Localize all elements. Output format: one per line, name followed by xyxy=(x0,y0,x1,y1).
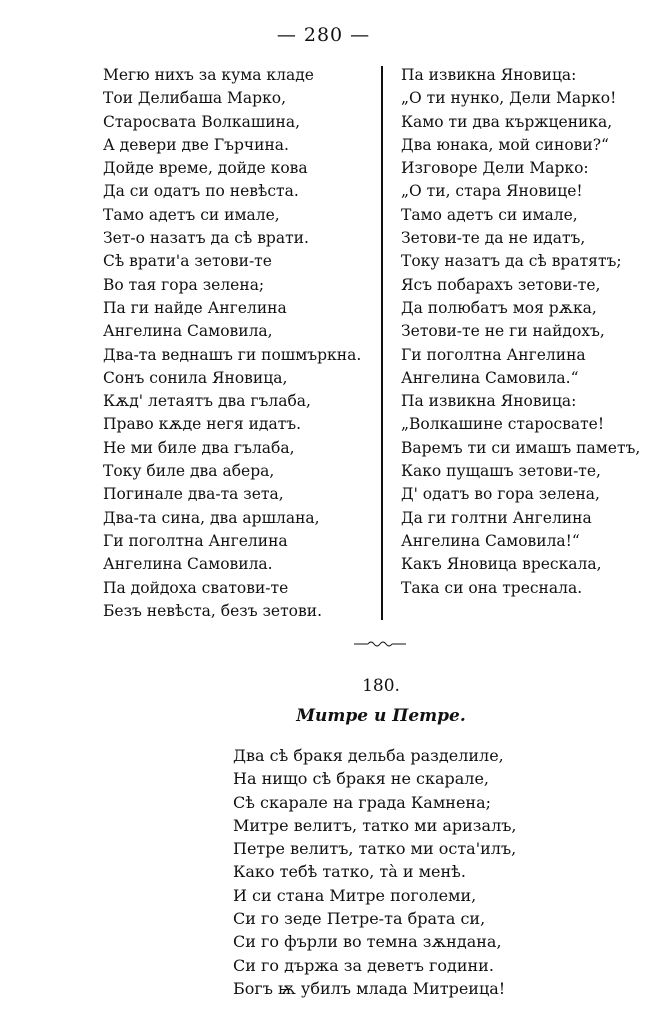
verse-line: Да ги голтни Ангелина xyxy=(401,508,592,527)
verse-line: Ги поголтна Ангелина xyxy=(103,531,288,550)
poem-number: 180. xyxy=(362,676,400,696)
ornament-divider xyxy=(354,640,406,648)
verse-line: „Волкашине старосвате! xyxy=(401,415,605,434)
verse-line: Камо ти два кържценика, xyxy=(401,112,613,131)
verse-line: Току назатъ да сѣ вратятъ; xyxy=(401,252,622,271)
verse-line: Дойде време, дойде кова xyxy=(103,159,308,178)
verse-line: А девери две Гърчина. xyxy=(103,135,289,154)
verse-line: Во тая гора зелена; xyxy=(103,275,265,294)
verse-line: Кѫд' летаятъ два гълаба, xyxy=(103,392,311,411)
verse-line: Да си одатъ по невѣста. xyxy=(103,182,299,201)
verse-line: На нищо сѣ бракя не скарале, xyxy=(233,769,490,789)
verse-line: Така си она треснала. xyxy=(401,578,583,597)
verse-line: Богъ ѭ убилъ млада Митреица! xyxy=(233,978,506,998)
verse-line: И си стана Митре поголеми, xyxy=(233,885,477,905)
verse-line: „О ти нунко, Дели Марко! xyxy=(401,89,617,108)
verse-line: Д' одатъ во гора зелена, xyxy=(401,485,600,504)
verse-line: Си го държа за деветъ години. xyxy=(233,955,494,975)
verse-line: Току биле два абера, xyxy=(103,462,275,481)
verse-line: Безъ невѣста, безъ зетови. xyxy=(103,601,322,620)
verse-line: Два-та сина, два аршлана, xyxy=(103,508,320,527)
verse-line: Варемъ ти си имашъ паметъ, xyxy=(401,438,641,457)
verse-line: Како пущашъ зетови-те, xyxy=(401,462,601,481)
column-divider xyxy=(381,66,383,620)
verse-line: „О ти, стара Яновице! xyxy=(401,182,583,201)
verse-line: Зетови-те да не идатъ, xyxy=(401,229,586,248)
verse-line: Па дойдоха сватови-те xyxy=(103,578,289,597)
verse-line: Два сѣ бракя дельба разделиле, xyxy=(233,746,504,765)
verse-line: Зетови-те не ги найдохъ, xyxy=(401,322,605,341)
verse-line: Два-та веднашъ ги пошмъркна. xyxy=(103,345,362,364)
verse-line: Ангелина Самовила!“ xyxy=(401,531,580,550)
right-column xyxy=(401,64,640,600)
verse-line: Како тебѣ татко, тà и менѣ. xyxy=(233,862,466,882)
verse-line: Па извикна Яновица: xyxy=(401,392,577,411)
left-column xyxy=(103,64,361,623)
verse-line: Петре велитъ, татко ми оста'илъ, xyxy=(233,839,517,859)
verse-line: Зет-о назатъ да сѣ врати. xyxy=(103,229,309,248)
verse-line: Тои Делибаша Марко, xyxy=(103,89,287,108)
verse-line: Тамо адетъ си имале, xyxy=(401,205,578,224)
poem-text xyxy=(233,744,517,1000)
verse-line: Сѣ врати'а зетови-те xyxy=(103,252,272,271)
verse-line: Па ги найде Ангелина xyxy=(103,298,287,317)
verse-line: Си го фърли во темна зѫндана, xyxy=(233,932,502,952)
poem-title: Митре и Петре. xyxy=(296,706,466,726)
verse-line: Си го зеде Петре-та брата си, xyxy=(233,909,486,929)
verse-line: Ангелина Самовила, xyxy=(103,322,273,341)
verse-line: Ги поголтна Ангелина xyxy=(401,345,586,364)
verse-line: Митре велитъ, татко ми аризалъ, xyxy=(233,815,517,835)
page-number: — 280 — xyxy=(276,24,371,46)
verse-line: Погинале два-та зета, xyxy=(103,485,284,504)
verse-line: Какъ Яновица врескала, xyxy=(401,555,602,574)
verse-line: Па извикна Яновица: xyxy=(401,66,577,84)
verse-line: Право кѫде негя идатъ. xyxy=(103,415,302,434)
verse-line: Не ми биле два гълаба, xyxy=(103,438,295,457)
verse-line: Ангелина Самовила.“ xyxy=(401,368,579,387)
verse-line: Два юнака, мой синови?“ xyxy=(401,135,609,154)
verse-line: Мегю нихъ за кума кладе xyxy=(103,66,314,84)
verse-line: Да полюбатъ моя рѫка, xyxy=(401,298,597,317)
verse-line: Тамо адетъ си имале, xyxy=(103,205,280,224)
verse-line: Сѣ скарале на града Камнена; xyxy=(233,792,491,812)
verse-line: Старосвата Волкашина, xyxy=(103,112,301,131)
verse-line: Ангелина Самовила. xyxy=(103,555,273,574)
verse-line: Изговоре Дели Марко: xyxy=(401,159,589,178)
verse-line: Ясъ побарахъ зетови-те, xyxy=(401,275,601,294)
verse-line: Сонъ сонила Яновица, xyxy=(103,368,288,387)
